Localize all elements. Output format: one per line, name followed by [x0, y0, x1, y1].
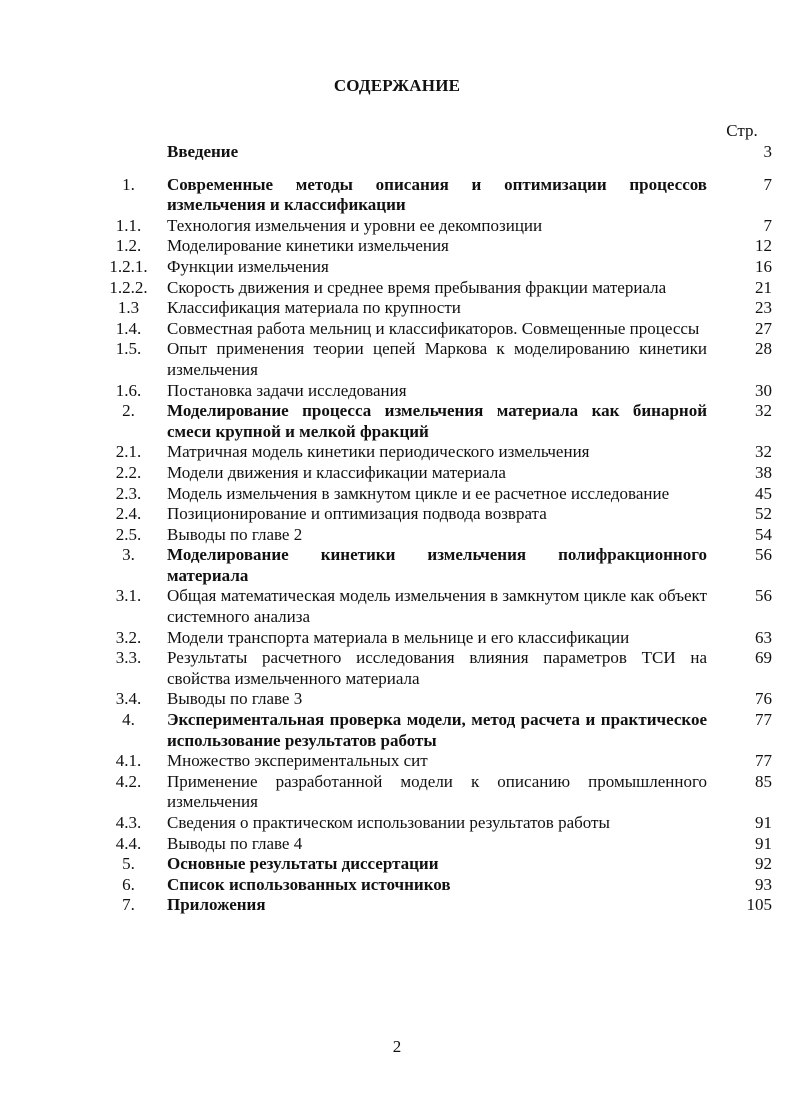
toc-entry [100, 380, 772, 402]
toc-entry [100, 277, 772, 299]
toc-entry [100, 545, 772, 586]
toc-entry-title: Модель измельчения в замкнутом цикле и ее расчетное исследование [167, 483, 670, 503]
toc-entry-number: 1.2. [115, 236, 142, 256]
toc-entry-page: 32 [755, 442, 772, 462]
toc-entry-page: 7 [763, 215, 772, 235]
toc-entry-title: Модели движения и классификации материала [167, 462, 506, 482]
toc-entry-title: Сведения о практическом использовании результатов работы [167, 813, 610, 832]
toc-entry [100, 401, 772, 442]
toc-entry-number: 3.2. [115, 627, 142, 647]
toc-entry-number: 1.1. [115, 215, 142, 235]
toc-entry-page: 7 [763, 174, 772, 194]
page-number: 2 [392, 1037, 402, 1056]
toc-entry-page: 23 [755, 298, 772, 318]
toc-entry-number: 2.3. [115, 483, 142, 503]
toc-entry [100, 813, 772, 834]
toc-entry-title: Множество экспериментальных сит [167, 751, 428, 771]
toc-entry [100, 689, 772, 710]
toc-entry-page: 12 [755, 236, 772, 256]
toc-entry [100, 174, 772, 216]
toc-entry-number: 2.5. [115, 524, 142, 544]
toc-entry-title: Приложения [167, 895, 266, 915]
toc-entry-title: Технология измельчения и уровни ее декомпозиции [167, 215, 543, 235]
toc-entry [100, 895, 772, 916]
toc-entry-page: 21 [755, 277, 772, 297]
toc-entry-page: 91 [755, 833, 772, 853]
toc-entry-page: 45 [755, 483, 772, 503]
toc-entry [100, 627, 772, 649]
toc-entry [100, 142, 772, 163]
table-of-contents [100, 142, 772, 916]
toc-entry-page: 69 [755, 648, 772, 668]
toc-entry-page: 56 [755, 586, 772, 606]
toc-entry [100, 256, 772, 278]
toc-entry-title: Постановка задачи исследования [167, 380, 407, 400]
toc-entry-number: 1. [122, 174, 135, 194]
toc-entry-page: 3 [763, 142, 772, 161]
toc-entry-number: 5. [122, 854, 135, 874]
toc-entry-page: 63 [755, 627, 772, 647]
toc-entry [100, 524, 772, 546]
toc-entry-page: 93 [755, 874, 772, 894]
toc-entry [100, 833, 772, 855]
toc-entry-page: 32 [755, 401, 772, 421]
toc-entry [100, 339, 772, 380]
toc-entry-page: 77 [755, 710, 772, 730]
toc-entry-title: Общая математическая модель измельчения в замкнутом цикле как объект системного анализа [167, 586, 707, 627]
toc-entry-title: Позиционирование и оптимизация подвода возврата [167, 504, 547, 524]
toc-entry-title: Выводы по главе 3 [167, 689, 303, 709]
toc-entry [100, 504, 772, 525]
toc-entry [100, 318, 772, 340]
toc-entry-number: 2.4. [115, 504, 142, 524]
toc-entry-page: 27 [755, 318, 772, 338]
toc-entry [100, 215, 772, 237]
toc-entry-title: Совместная работа мельниц и классификаторов. Совмещенные процессы [167, 318, 700, 338]
toc-entry-number: 1.3 [117, 298, 140, 318]
toc-entry-number: 1.2.2. [109, 277, 148, 297]
toc-entry-title: Опыт применения теории цепей Маркова к моделированию кинетики измельчения [167, 339, 707, 379]
toc-entry-title: Моделирование кинетики измельчения [167, 236, 449, 256]
toc-entry-page: 56 [755, 545, 772, 565]
toc-entry-number: 4.1. [115, 751, 142, 771]
toc-entry-page: 16 [755, 256, 772, 276]
toc-entry-title: Матричная модель кинетики периодического измельчения [167, 442, 590, 462]
toc-entry-number: 4.2. [115, 771, 142, 791]
toc-entry-number: 1.5. [115, 339, 142, 359]
toc-entry-number: 3.1. [115, 586, 142, 606]
toc-entry-page: 105 [746, 895, 772, 915]
toc-entry-number: 3.3. [115, 648, 142, 668]
toc-entry-number: 4.4. [115, 833, 142, 853]
toc-entry-number: 6. [122, 874, 135, 894]
toc-entry-title: Моделирование кинетики измельчения полифракционного материала [167, 545, 707, 585]
toc-entry-number: 7. [122, 895, 135, 915]
toc-entry-title: Скорость движения и среднее время пребывания фракции материала [167, 277, 667, 297]
toc-entry-page: 92 [755, 854, 772, 874]
toc-entry [100, 648, 772, 689]
toc-entry-title: Выводы по главе 2 [167, 524, 303, 544]
toc-entry-number: 4.3. [115, 813, 142, 832]
toc-entry-number: 2. [122, 401, 135, 421]
page-column-header: Стр. [726, 121, 758, 140]
toc-entry [100, 236, 772, 257]
toc-entry-page: 91 [755, 813, 772, 832]
toc-entry-page: 30 [755, 380, 772, 400]
toc-entry-title: Современные методы описания и оптимизации процессов измельчения и классификации [167, 174, 707, 215]
toc-entry [100, 462, 772, 484]
toc-entry-title: Классификация материала по крупности [167, 298, 461, 318]
toc-entry-title: Применение разработанной модели к описанию промышленного измельчения [167, 771, 707, 812]
toc-entry-page: 54 [755, 524, 772, 544]
toc-entry [100, 483, 772, 505]
toc-entry-title: Результаты расчетного исследования влияния параметров ТСИ на свойства измельченного материала [167, 648, 707, 688]
toc-entry-page: 77 [755, 751, 772, 771]
toc-entry-page: 38 [755, 462, 772, 482]
toc-entry [100, 751, 772, 772]
toc-entry-number: 3. [122, 545, 135, 565]
toc-entry [100, 854, 772, 875]
toc-entry [100, 710, 772, 751]
toc-entry-page: 52 [755, 504, 772, 524]
toc-entry-number: 1.4. [115, 318, 142, 338]
toc-entry [100, 298, 772, 319]
toc-entry-page: 28 [755, 339, 772, 359]
toc-entry [100, 442, 772, 463]
toc-entry-title: Модели транспорта материала в мельнице и его классификации [167, 627, 630, 647]
toc-entry-number: 2.1. [115, 442, 142, 462]
toc-entry-title: Введение [167, 142, 239, 161]
toc-entry-title: Выводы по главе 4 [167, 833, 303, 853]
toc-entry-title: Моделирование процесса измельчения материала как бинарной смеси крупной и мелкой фракций [167, 401, 707, 441]
toc-entry-page: 85 [755, 771, 772, 791]
toc-entry [100, 874, 772, 896]
toc-entry-title: Список использованных источников [167, 874, 451, 894]
toc-entry-page: 76 [755, 689, 772, 709]
toc-entry-number: 1.2.1. [109, 256, 148, 276]
toc-entry-number: 1.6. [115, 380, 142, 400]
toc-entry [100, 771, 772, 813]
toc-entry-number: 3.4. [115, 689, 142, 709]
toc-entry-title: Функции измельчения [167, 256, 329, 276]
toc-entry-title: Основные результаты диссертации [167, 854, 439, 874]
page-title: СОДЕРЖАНИЕ [333, 76, 461, 95]
toc-entry-number: 2.2. [115, 462, 142, 482]
toc-entry-number: 4. [122, 710, 135, 730]
toc-entry-title: Экспериментальная проверка модели, метод расчета и практическое использование результатов работы [167, 710, 707, 750]
toc-entry [100, 586, 772, 627]
